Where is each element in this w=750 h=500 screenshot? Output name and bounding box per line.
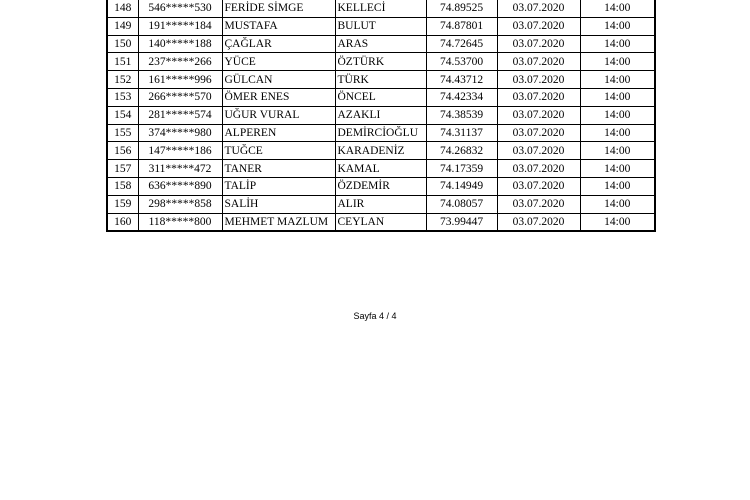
row-number-cell: 152 xyxy=(107,71,138,89)
id-number-cell: 266*****570 xyxy=(138,88,222,106)
score-cell: 74.31137 xyxy=(426,124,497,142)
row-number-cell: 153 xyxy=(107,88,138,106)
time-cell: 14:00 xyxy=(580,88,655,106)
date-cell: 03.07.2020 xyxy=(497,35,580,53)
first-name-cell: TALİP xyxy=(222,177,335,195)
id-number-cell: 161*****996 xyxy=(138,71,222,89)
date-cell: 03.07.2020 xyxy=(497,71,580,89)
score-cell: 73.99447 xyxy=(426,213,497,231)
page-number: Sayfa 4 / 4 xyxy=(353,311,397,321)
last-name-cell: ÖNCEL xyxy=(335,88,426,106)
id-number-cell: 118*****800 xyxy=(138,213,222,231)
first-name-cell: UĞUR VURAL xyxy=(222,106,335,124)
first-name-cell: YÜCE xyxy=(222,53,335,71)
row-number-cell: 148 xyxy=(107,0,138,17)
date-cell: 03.07.2020 xyxy=(497,88,580,106)
score-cell: 74.42334 xyxy=(426,88,497,106)
last-name-cell: ARAS xyxy=(335,35,426,53)
id-number-cell: 636*****890 xyxy=(138,177,222,195)
id-number-cell: 298*****858 xyxy=(138,195,222,213)
time-cell: 14:00 xyxy=(580,106,655,124)
row-number-cell: 155 xyxy=(107,124,138,142)
first-name-cell: ÖMER ENES xyxy=(222,88,335,106)
time-cell: 14:00 xyxy=(580,160,655,178)
last-name-cell: CEYLAN xyxy=(335,213,426,231)
date-cell: 03.07.2020 xyxy=(497,177,580,195)
date-cell: 03.07.2020 xyxy=(497,160,580,178)
time-cell: 14:00 xyxy=(580,35,655,53)
date-cell: 03.07.2020 xyxy=(497,142,580,160)
last-name-cell: KARADENİZ xyxy=(335,142,426,160)
results-table-container xyxy=(106,0,654,232)
table-row xyxy=(107,195,655,213)
date-cell: 03.07.2020 xyxy=(497,53,580,71)
first-name-cell: MEHMET MAZLUM xyxy=(222,213,335,231)
first-name-cell: TUĞCE xyxy=(222,142,335,160)
first-name-cell: MUSTAFA xyxy=(222,17,335,35)
score-cell: 74.08057 xyxy=(426,195,497,213)
date-cell: 03.07.2020 xyxy=(497,124,580,142)
table-row xyxy=(107,71,655,89)
first-name-cell: SALİH xyxy=(222,195,335,213)
last-name-cell: ÖZDEMİR xyxy=(335,177,426,195)
row-number-cell: 154 xyxy=(107,106,138,124)
id-number-cell: 191*****184 xyxy=(138,17,222,35)
score-cell: 74.14949 xyxy=(426,177,497,195)
score-cell: 74.43712 xyxy=(426,71,497,89)
time-cell: 14:00 xyxy=(580,195,655,213)
row-number-cell: 157 xyxy=(107,160,138,178)
last-name-cell: DEMİRCİOĞLU xyxy=(335,124,426,142)
time-cell: 14:00 xyxy=(580,177,655,195)
first-name-cell: TANER xyxy=(222,160,335,178)
first-name-cell: ALPEREN xyxy=(222,124,335,142)
row-number-cell: 149 xyxy=(107,17,138,35)
table-row xyxy=(107,213,655,231)
last-name-cell: KELLECİ xyxy=(335,0,426,17)
score-cell: 74.17359 xyxy=(426,160,497,178)
date-cell: 03.07.2020 xyxy=(497,213,580,231)
id-number-cell: 281*****574 xyxy=(138,106,222,124)
id-number-cell: 147*****186 xyxy=(138,142,222,160)
time-cell: 14:00 xyxy=(580,213,655,231)
table-row xyxy=(107,0,655,17)
first-name-cell: ÇAĞLAR xyxy=(222,35,335,53)
score-cell: 74.38539 xyxy=(426,106,497,124)
results-table-body xyxy=(107,0,655,231)
score-cell: 74.26832 xyxy=(426,142,497,160)
table-row xyxy=(107,177,655,195)
id-number-cell: 311*****472 xyxy=(138,160,222,178)
time-cell: 14:00 xyxy=(580,53,655,71)
table-row xyxy=(107,160,655,178)
row-number-cell: 159 xyxy=(107,195,138,213)
table-row xyxy=(107,142,655,160)
time-cell: 14:00 xyxy=(580,142,655,160)
time-cell: 14:00 xyxy=(580,17,655,35)
row-number-cell: 160 xyxy=(107,213,138,231)
last-name-cell: TÜRK xyxy=(335,71,426,89)
time-cell: 14:00 xyxy=(580,71,655,89)
table-row xyxy=(107,88,655,106)
row-number-cell: 158 xyxy=(107,177,138,195)
score-cell: 74.72645 xyxy=(426,35,497,53)
first-name-cell: FERİDE SİMGE xyxy=(222,0,335,17)
id-number-cell: 140*****188 xyxy=(138,35,222,53)
id-number-cell: 546*****530 xyxy=(138,0,222,17)
time-cell: 14:00 xyxy=(580,124,655,142)
last-name-cell: ALIR xyxy=(335,195,426,213)
row-number-cell: 156 xyxy=(107,142,138,160)
row-number-cell: 150 xyxy=(107,35,138,53)
time-cell: 14:00 xyxy=(580,0,655,17)
date-cell: 03.07.2020 xyxy=(497,0,580,17)
results-table xyxy=(106,0,656,232)
last-name-cell: ÖZTÜRK xyxy=(335,53,426,71)
table-row xyxy=(107,35,655,53)
last-name-cell: KAMAL xyxy=(335,160,426,178)
row-number-cell: 151 xyxy=(107,53,138,71)
table-row xyxy=(107,17,655,35)
date-cell: 03.07.2020 xyxy=(497,106,580,124)
score-cell: 74.53700 xyxy=(426,53,497,71)
table-row xyxy=(107,124,655,142)
last-name-cell: AZAKLI xyxy=(335,106,426,124)
table-row xyxy=(107,106,655,124)
score-cell: 74.89525 xyxy=(426,0,497,17)
last-name-cell: BULUT xyxy=(335,17,426,35)
score-cell: 74.87801 xyxy=(426,17,497,35)
first-name-cell: GÜLCAN xyxy=(222,71,335,89)
date-cell: 03.07.2020 xyxy=(497,17,580,35)
id-number-cell: 237*****266 xyxy=(138,53,222,71)
table-row xyxy=(107,53,655,71)
date-cell: 03.07.2020 xyxy=(497,195,580,213)
id-number-cell: 374*****980 xyxy=(138,124,222,142)
